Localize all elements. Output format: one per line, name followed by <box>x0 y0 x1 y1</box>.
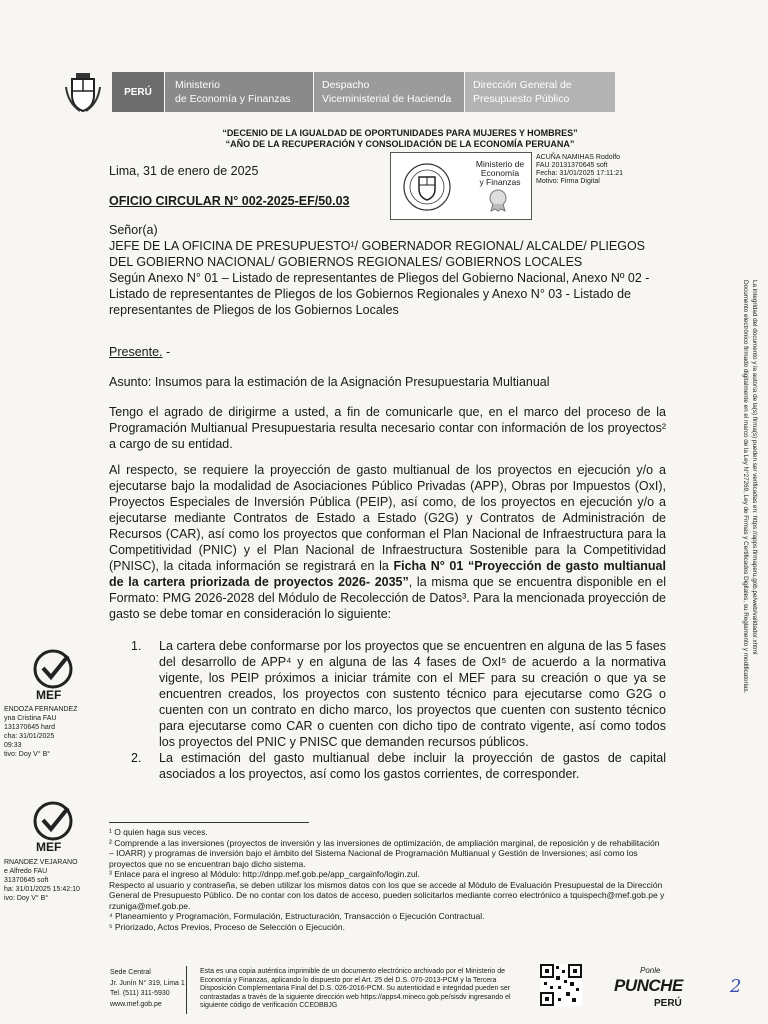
annex-reference: Según Anexo N° 01 – Listado de representantes de Pliegos del Gobierno Nacional, Anexo Nº 02 - Listado de representantes de Pliegos de los Gobiernos Regionales y Anexo N° 03 - Listado de representantes de Pliegos de los Gobiernos Locales <box>109 271 650 317</box>
list-item-number: 2. <box>131 751 142 765</box>
digital-signature-info <box>536 154 676 186</box>
side-signature-2 <box>4 858 104 903</box>
paragraph-2-start: Al respecto, se requiere la proyección de gasto multianual de los proyectos en ejecución y/o a ejecutarse bajo la modalidad de Asociaciones Público Privadas (APP), Obras por Impuestos (OxI), Proyectos Especiales de Inversión Pública (PEIP), así como, de los proyectos en ejecución y/o a ejecutarse mediante Contratos de Estado a Estado (G2G) y Contratos de Administración de Recursos (CAR), así como los proyectos que conforman el Plan Nacional de Infraestructura para la Competitividad (PNIC) y el Plan Nacional de Infraestructura Sostenible para la Competitividad (PNISC), la citada información se registrará en la <box>109 463 666 573</box>
side-sig1-l2: yna Cristina FAU <box>4 715 57 722</box>
list-item-number: 1. <box>131 639 142 653</box>
footnote-3: ³ Enlace para el ingreso al Módulo: http://dnpp.mef.gob.pe/app_cargainfo/login.zul. <box>109 869 420 879</box>
punche-line2: PUNCHE <box>614 976 683 995</box>
side-sig1-l3: 131370645 hard <box>4 724 55 731</box>
paragraph-2-end: , la misma que se encuentra disponible en el Formato: PMG 2026-2028 del Módulo de Recolección de Datos³. Para la mencionada proyección de gasto se debe tomar en consideración lo siguiente: <box>109 575 666 621</box>
decenio-header <box>140 128 660 150</box>
numbered-list <box>131 638 666 782</box>
side-sig1-l5: 09:33 <box>4 742 22 749</box>
header-vice-ministry <box>314 72 464 112</box>
header-ministry-line2: de Economía y Finanzas <box>175 93 291 105</box>
side-sig2-l5: ivo: Doy V° B° <box>4 895 49 902</box>
vertical-line-1: Documento electrónico firmado digitalmente en el marco de la Ley N°27269, Ley de Firmas y Certificados Digitales, su Reglamento y modificatorias. <box>742 280 749 694</box>
sig-line3: Fecha: 31/01/2025 17:11:21 <box>536 170 624 177</box>
paragraph-2-bold: Ficha N° 01 “Proyección de gasto multianual de la cartera priorizada de proyectos 2026- 2035” <box>109 559 666 589</box>
document-date: Lima, 31 de enero de 2025 <box>109 164 259 178</box>
punche-line1: Ponle <box>640 966 661 975</box>
decenio-line2: “AÑO DE LA RECUPERACIÓN Y CONSOLIDACIÓN DE LA ECONOMÍA PERUANA” <box>225 139 575 149</box>
footer-authenticity-notice: Esta es una copia auténtica imprimible de un documento electrónico archivado por el Ministerio de Economía y Finanzas, aplicando lo dispuesto por el Art. 25 del D.S. 070-2013-PCM y la Tercera Disposición Complementaria Final del D.S. 026-2016-PCM. Su autenticidad e integridad pueden ser contrastadas a través de la siguiente dirección web https://apps4.mineco.gob.pe/sisdv ingresando el siguiente código de verificación CCEDBBJG <box>200 968 511 1009</box>
recipient-block <box>109 222 666 318</box>
presente: Presente. <box>109 345 163 359</box>
side-sig2-l4: ha: 31/01/2025 15:42:10 <box>4 886 80 893</box>
footnote-2: ² Comprende a las inversiones (proyectos de inversión y las inversiones de optimización, de ampliación marginal, de reposición y de rehabilitación – IOARR) y programas de inversión bajo el ámbito del Sistema Nacional de Programación Multianual y Gestión de Inversiones; así como los proyectos que no se encuentran bajo dicho sistema. <box>109 837 660 869</box>
salutation: Señor(a) <box>109 223 158 237</box>
vertical-line-2: La integridad del documento y la autoría de la(s) firma(s) pueden ser verificadas en: https://apps.firmaperu.gob.pe/web/validador.xhtml <box>751 280 758 655</box>
side-sig2-l1: RNANDEZ VEJARANO <box>4 859 78 866</box>
stamp-ministry-name <box>472 160 528 187</box>
digital-signature-badge-icon <box>486 188 510 212</box>
header-ministry-line1: Ministerio <box>175 79 220 91</box>
side-sig2-l2: e Alfredo FAU <box>4 868 48 875</box>
footer-divider <box>186 966 187 1014</box>
header-vice-ministry-line2: Viceministerial de Hacienda <box>322 93 452 105</box>
footnote-5: ⁵ Priorizado, Actos Previos, Proceso de Selección o Ejecución. <box>109 921 345 932</box>
side-sig2-l3: 31370645 soft <box>4 877 49 884</box>
footer-l2: Jr. Junín N° 319, Lima 1 <box>110 979 185 987</box>
presente-suffix: - <box>162 345 171 359</box>
stamp-min-line1: Ministerio de <box>475 159 525 169</box>
peru-coat-of-arms-icon <box>64 73 102 113</box>
footnote-1: ¹ O quien haga sus veces. <box>109 827 208 837</box>
side-sig1-l6: tivo: Doy V° B° <box>4 751 51 758</box>
header-peru: PERÚ <box>112 72 164 112</box>
list-item-text: La cartera debe conformarse por los proyectos que se encuentren en alguna de las 5 fases del desarrollo de APP⁴ y en alguna de las 4 fases de OxI⁵ de acuerdo a la normativa vigente, los PEIP próximos a iniciar trámite con el MEF para su creación o que ya se encuentren creados, los proyectos con sustento técnico para ejecutarse como G2G o cuenten con un contrato en dicho marco, los proyectos que cuenten con sustento técnico para ejecutarse como CAR o cuenten con dicho tipo de contrato vigente, así como todos los proyectos del PNIC y PNISC que demanden recursos públicos. <box>159 639 666 749</box>
sig-line1: ACUÑA NAMIHAS Rodolfo <box>536 154 621 161</box>
header-vice-ministry-line1: Despacho <box>322 79 370 91</box>
paragraph-1: Tengo el agrado de dirigirme a usted, a fin de comunicarle que, en el marco del proceso de la Programación Multianual Presupuestaria resulta necesario contar con información de los proyectos² a cargo de su entidad. <box>109 405 666 451</box>
sig-line4: Motivo: Firma Digital <box>536 178 600 185</box>
qr-code-icon <box>540 964 582 1006</box>
footer-l4[interactable]: www.mef.gob.pe <box>110 1000 162 1008</box>
side-sig1-l1: ENDOZA FERNANDEZ <box>4 706 78 713</box>
presente-line <box>109 344 666 360</box>
ponle-punche-peru-logo <box>610 966 690 1012</box>
stamp-min-line3: y Finanzas <box>479 177 521 187</box>
header-directorate-line1: Dirección General de <box>473 79 572 91</box>
vertical-digital-signature-notice <box>738 280 758 730</box>
list-item <box>131 638 666 750</box>
side-signature-1 <box>4 705 104 759</box>
mef-label-1: MEF <box>36 688 62 702</box>
list-item-text: La estimación del gasto multianual debe incluir la proyección de gastos de capital asociados a los proyectos, así como los gastos corrientes, de corresponder. <box>159 751 666 781</box>
decenio-line1: “DECENIO DE LA IGUALDAD DE OPORTUNIDADES PARA MUJERES Y HOMBRES” <box>222 128 578 138</box>
punche-line3: PERÚ <box>654 998 682 1009</box>
page-number: 2 <box>730 976 742 997</box>
subject-line: Asunto: Insumos para la estimación de la Asignación Presupuestaria Multianual <box>109 375 550 389</box>
stamp-coat-of-arms-icon <box>398 162 456 212</box>
footer-l3: Tel. (511) 311-5930 <box>110 990 170 997</box>
sig-line2: FAU 20131370645 soft <box>536 162 608 169</box>
footnotes <box>109 827 666 932</box>
footer-l1: Sede Central <box>110 969 151 976</box>
mef-label-2: MEF <box>36 840 62 854</box>
footnote-separator <box>109 822 309 823</box>
footnote-3-note: Respecto al usuario y contraseña, se deben utilizar los mismos datos con los que se accede al Módulo de Evaluación Presupuestal de la Dirección General de Presupuesto Público. De no contar con los datos de acceso, pueden solicitarlos mediante correo electrónico a tquispech@mef.gob.pe y rzuniga@mef.gob.pe. <box>109 879 665 911</box>
paragraph-2 <box>109 462 666 622</box>
header-directorate-line2: Presupuesto Público <box>473 93 570 105</box>
list-item <box>131 750 666 782</box>
header-directorate <box>465 72 615 112</box>
addressee: JEFE DE LA OFICINA DE PRESUPUESTO¹/ GOBERNADOR REGIONAL/ ALCALDE/ PLIEGOS DEL GOBIERNO NACIONAL/ GOBIERNOS REGIONALES/ GOBIERNOS LOCALES <box>109 239 646 269</box>
footnote-4: ⁴ Planeamiento y Programación, Formulación, Estructuración, Transacción o Ejecución Contractual. <box>109 911 485 921</box>
footer-address <box>110 968 185 1010</box>
stamp-min-line2: Economía <box>480 168 520 178</box>
document-number: OFICIO CIRCULAR N° 002-2025-EF/50.03 <box>109 194 350 208</box>
header-ministry <box>165 72 313 112</box>
side-sig1-l4: cha: 31/01/2025 <box>4 733 55 740</box>
